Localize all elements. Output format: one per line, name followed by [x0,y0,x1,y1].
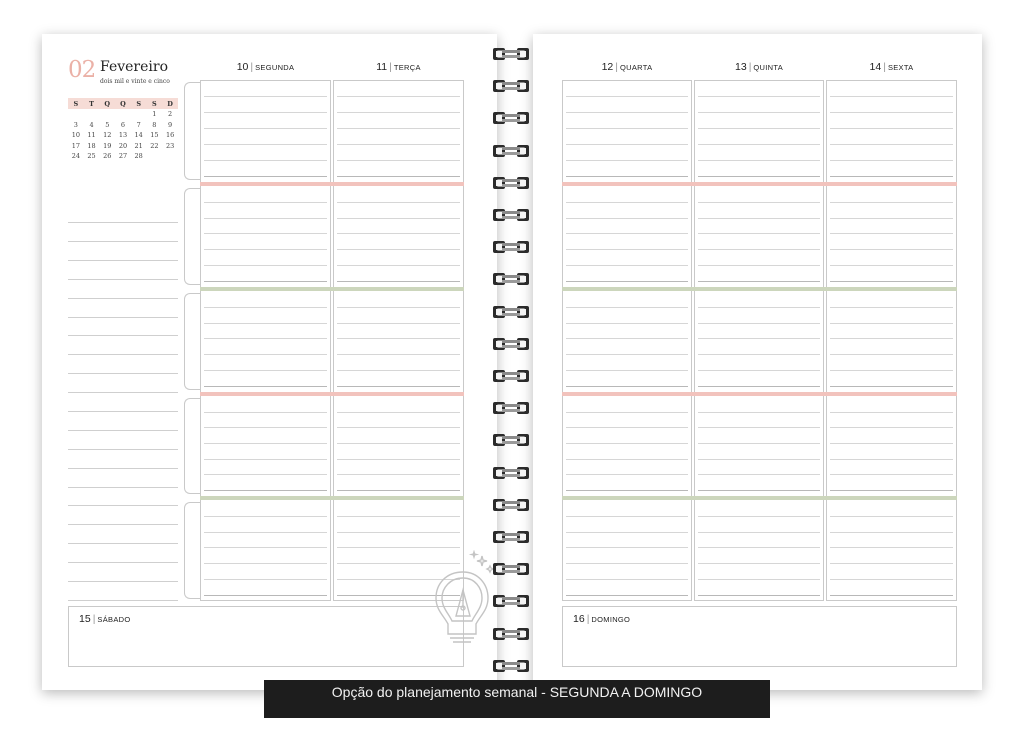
calendar-day: 2 [168,110,173,119]
writing-line [204,354,327,355]
calendar-day: 22 [150,141,159,150]
writing-line [698,595,820,596]
calendar-day [68,109,84,120]
writing-line [337,265,460,266]
spiral-coil [493,626,529,642]
writing-line [204,516,327,517]
writing-line [830,516,953,517]
writing-line [698,307,820,308]
calendar-day: 16 [165,131,175,140]
writing-line [337,547,460,548]
note-line [68,260,178,261]
separator: | [748,61,752,73]
writing-line [698,459,820,460]
note-line [68,317,178,318]
writing-line [698,249,820,250]
writing-line [566,532,688,533]
calendar-week-row [68,130,178,141]
writing-line [337,128,460,129]
writing-line [337,307,460,308]
writing-line [698,281,820,282]
writing-line [204,176,327,177]
day-column-quarta[interactable] [562,80,692,601]
writing-line [830,474,953,475]
writing-line [566,144,688,145]
spiral-coil [493,110,529,126]
writing-line [337,412,460,413]
writing-line [204,323,327,324]
writing-line [566,459,688,460]
calendar-day: 3 [73,120,78,129]
day-number: 14 [869,61,882,73]
spiral-coil [493,175,529,191]
writing-line [566,307,688,308]
writing-line [566,595,688,596]
writing-line [698,96,820,97]
writing-line [337,427,460,428]
writing-line [337,218,460,219]
writing-line [566,96,688,97]
writing-line [698,547,820,548]
note-line [68,562,178,563]
writing-line [566,547,688,548]
note-line [68,354,178,355]
month-number: 02 [68,57,96,83]
spiral-coil [493,78,529,94]
writing-line [698,354,820,355]
calendar-day: 12 [103,131,112,140]
writing-line [337,532,460,533]
writing-line [566,160,688,161]
writing-line [566,202,688,203]
note-line [68,411,178,412]
writing-line [337,202,460,203]
calendar-day: 25 [87,152,96,161]
writing-line [204,474,327,475]
spiral-coil [493,400,529,416]
mini-calendar [68,98,178,162]
writing-line [830,176,953,177]
writing-line [698,443,820,444]
calendar-day: 7 [136,120,141,129]
day-number: 13 [735,61,747,73]
time-block-divider [562,392,957,396]
spiral-coil [493,207,529,223]
day-column-sexta[interactable] [826,80,957,601]
calendar-week-row [68,141,178,152]
writing-line [830,112,953,113]
writing-line [337,490,460,491]
writing-line [698,563,820,564]
writing-line [830,281,953,282]
day-column-segunda[interactable] [200,80,331,601]
saturday-number: 15 [79,613,91,625]
time-block-tab [184,293,200,390]
calendar-week-row [68,120,178,131]
spiral-coil [493,465,529,481]
sunday-label [573,613,630,625]
spiral-coil [493,658,529,674]
writing-line [830,96,953,97]
writing-line [698,323,820,324]
writing-line [204,202,327,203]
writing-line [830,412,953,413]
writing-line [566,281,688,282]
spiral-coil [493,336,529,352]
calendar-day: 26 [103,152,112,161]
note-line [68,543,178,544]
sunday-box[interactable] [562,606,957,667]
writing-line [204,563,327,564]
day-name: TERÇA [393,63,421,72]
writing-line [204,144,327,145]
calendar-day: 27 [118,152,128,161]
writing-line [566,490,688,491]
writing-line [830,338,953,339]
writing-line [830,532,953,533]
writing-line [204,579,327,580]
writing-line [698,532,820,533]
calendar-day: 4 [89,120,94,129]
calendar-day [162,151,178,162]
calendar-day: 24 [71,152,80,161]
separator: | [615,61,619,73]
calendar-day [99,109,115,120]
writing-line [337,323,460,324]
writing-line [204,307,327,308]
calendar-weekday-header: D [162,98,178,109]
separator: | [586,613,590,625]
writing-line [830,323,953,324]
left-page [42,34,497,690]
writing-line [830,547,953,548]
spiral-coil [493,304,529,320]
calendar-day: 10 [71,131,80,140]
note-line [68,449,178,450]
writing-line [830,354,953,355]
day-name: QUINTA [753,63,783,72]
day-number: 12 [601,61,614,73]
day-name: QUARTA [620,63,653,72]
writing-line [698,427,820,428]
calendar-day: 17 [71,141,80,150]
spiral-coil [493,497,529,513]
spiral-coil [493,561,529,577]
note-line [68,487,178,488]
sunday-name: DOMINGO [591,615,631,624]
writing-line [204,265,327,266]
calendar-day: 1 [152,110,157,119]
writing-line [566,370,688,371]
time-block-tab [184,398,200,494]
writing-line [337,516,460,517]
writing-line [698,233,820,234]
time-block-divider [562,182,957,186]
writing-line [698,218,820,219]
writing-line [204,595,327,596]
writing-line [566,128,688,129]
writing-line [566,386,688,387]
writing-line [204,547,327,548]
sunday-number: 16 [573,613,585,625]
right-page [533,34,982,690]
writing-line [204,386,327,387]
calendar-day: 21 [134,141,143,150]
calendar-day: 28 [134,152,143,161]
writing-line [204,128,327,129]
day-header-terça [333,61,464,73]
calendar-weekday-header: Q [99,98,115,109]
writing-line [337,386,460,387]
writing-line [698,128,820,129]
writing-line [204,532,327,533]
writing-line [566,516,688,517]
spiral-coil [493,529,529,545]
note-line [68,373,178,374]
writing-line [337,176,460,177]
time-block-divider [200,182,464,186]
writing-line [337,459,460,460]
calendar-day [115,109,131,120]
writing-line [337,96,460,97]
writing-line [830,202,953,203]
saturday-box[interactable] [68,606,464,667]
writing-line [830,160,953,161]
writing-line [566,233,688,234]
writing-line [204,443,327,444]
lightbulb-pen-icon [430,550,500,646]
calendar-day: 20 [118,141,128,150]
writing-line [698,370,820,371]
calendar-day: 15 [150,131,159,140]
writing-line [566,563,688,564]
writing-line [566,249,688,250]
writing-line [698,160,820,161]
writing-line [830,490,953,491]
day-header-quinta [694,61,824,73]
writing-line [204,96,327,97]
calendar-weekday-header: T [84,98,100,109]
writing-line [830,233,953,234]
writing-line [204,338,327,339]
writing-line [337,443,460,444]
writing-line [204,160,327,161]
writing-line [337,354,460,355]
month-name: Fevereiro [100,59,169,75]
note-line [68,222,178,223]
writing-line [698,144,820,145]
writing-line [204,233,327,234]
writing-line [698,176,820,177]
spiral-coil [493,46,529,62]
separator: | [92,613,96,625]
saturday-label [79,613,130,625]
calendar-weekday-header: S [68,98,84,109]
calendar-week-row [68,151,178,162]
calendar-weekday-header: S [131,98,147,109]
writing-line [566,338,688,339]
writing-line [830,370,953,371]
writing-line [830,218,953,219]
note-line [68,600,178,601]
calendar-day: 8 [152,120,157,129]
separator: | [883,61,886,73]
time-block-divider [562,496,957,500]
writing-line [698,516,820,517]
note-line [68,468,178,469]
writing-line [830,307,953,308]
writing-line [566,474,688,475]
writing-line [204,249,327,250]
writing-line [337,338,460,339]
time-block-tab [184,188,200,285]
spiral-coil [493,271,529,287]
day-column-terça[interactable] [333,80,464,601]
writing-line [337,112,460,113]
calendar-day: 5 [105,120,110,129]
time-block-divider [200,392,464,396]
note-line [68,335,178,336]
writing-line [337,233,460,234]
note-line [68,505,178,506]
writing-line [337,281,460,282]
writing-line [566,265,688,266]
writing-line [698,412,820,413]
calendar-day: 19 [103,141,112,150]
writing-line [830,265,953,266]
separator: | [250,61,254,73]
writing-line [698,386,820,387]
writing-line [566,443,688,444]
writing-line [698,112,820,113]
spiral-coil [493,432,529,448]
writing-line [204,412,327,413]
month-year-text: dois mil e vinte e cinco [100,78,170,85]
note-line [68,279,178,280]
day-name: SEGUNDA [255,63,295,72]
writing-line [566,218,688,219]
note-line [68,430,178,431]
saturday-name: SÁBADO [97,615,131,624]
writing-line [566,176,688,177]
calendar-week-row [68,109,178,120]
spiral-coil [493,368,529,384]
writing-line [204,370,327,371]
caption-banner: Opção do planejamento semanal - SEGUNDA A DOMINGO [264,680,770,718]
writing-line [698,265,820,266]
writing-line [830,386,953,387]
day-header-sexta [826,61,957,73]
writing-line [204,459,327,460]
spiral-coil [493,593,529,609]
calendar-day: 18 [87,141,96,150]
time-block-tab [184,502,200,599]
writing-line [566,427,688,428]
calendar-weekday-header: S [147,98,163,109]
time-block-divider [200,496,464,500]
time-block-divider [200,287,464,291]
writing-line [204,427,327,428]
writing-line [204,112,327,113]
writing-line [566,354,688,355]
writing-line [204,281,327,282]
day-number: 11 [376,61,388,73]
writing-line [830,128,953,129]
calendar-weekday-header: Q [115,98,131,109]
calendar-day: 9 [168,120,173,129]
writing-line [698,338,820,339]
writing-line [698,202,820,203]
writing-line [830,443,953,444]
calendar-day [84,109,100,120]
writing-line [337,370,460,371]
day-header-segunda [200,61,331,73]
calendar-day: 23 [165,141,175,150]
writing-line [566,412,688,413]
time-block-divider [562,287,957,291]
writing-line [830,459,953,460]
calendar-day [147,151,163,162]
separator: | [389,61,392,73]
writing-line [830,595,953,596]
calendar-day: 11 [87,131,96,140]
writing-line [337,474,460,475]
writing-line [204,490,327,491]
spiral-coil [493,143,529,159]
writing-line [698,474,820,475]
calendar-day: 14 [134,131,143,140]
writing-line [830,563,953,564]
writing-line [830,427,953,428]
note-line [68,241,178,242]
spiral-coil [493,239,529,255]
note-line [68,392,178,393]
writing-line [830,144,953,145]
writing-line [566,579,688,580]
writing-line [337,249,460,250]
writing-line [698,490,820,491]
calendar-day: 6 [120,120,126,129]
note-line [68,581,178,582]
writing-line [337,160,460,161]
day-header-quarta [562,61,692,73]
writing-line [830,249,953,250]
calendar-day: 13 [118,131,128,140]
writing-line [337,144,460,145]
time-block-tab [184,82,200,180]
writing-line [204,218,327,219]
writing-line [830,579,953,580]
note-line [68,298,178,299]
writing-line [566,323,688,324]
note-line [68,524,178,525]
day-name: SEXTA [887,63,914,72]
writing-line [566,112,688,113]
day-column-quinta[interactable] [694,80,824,601]
calendar-day [131,109,147,120]
day-number: 10 [236,61,249,73]
writing-line [698,579,820,580]
